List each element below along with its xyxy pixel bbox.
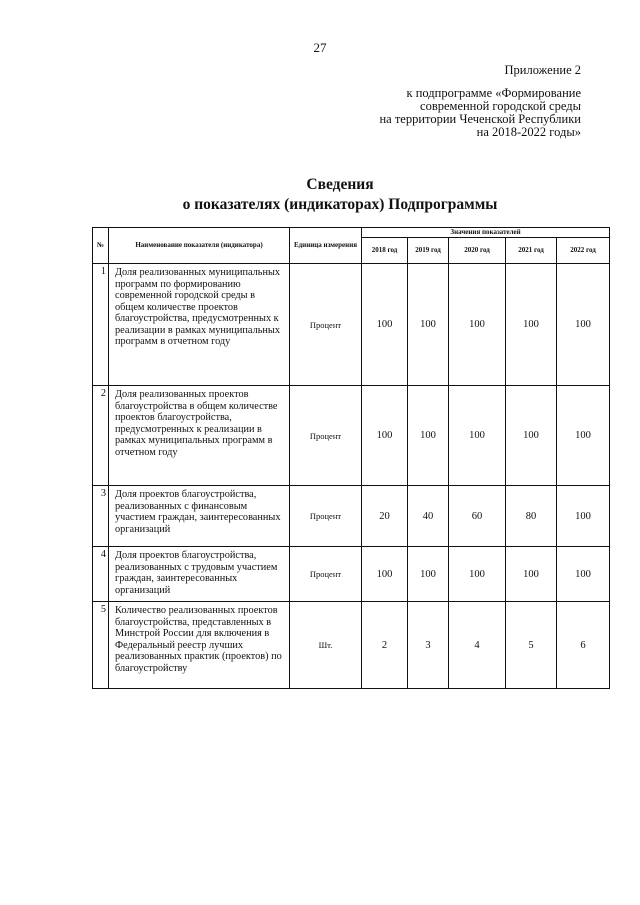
- row-number: 4: [93, 547, 109, 602]
- row-number: 1: [93, 264, 109, 386]
- header-year: 2022 год: [557, 238, 610, 264]
- value-cell: 100: [362, 547, 408, 602]
- value-cell: 100: [557, 547, 610, 602]
- value-cell: 100: [557, 264, 610, 386]
- unit-cell: Процент: [290, 547, 362, 602]
- value-cell: 40: [408, 486, 449, 547]
- unit-cell: Процент: [290, 264, 362, 386]
- value-cell: 100: [506, 386, 557, 486]
- value-cell: 100: [362, 264, 408, 386]
- appendix-label: Приложение 2: [504, 63, 581, 77]
- value-cell: 100: [408, 386, 449, 486]
- header-year: 2021 год: [506, 238, 557, 264]
- value-cell: 100: [506, 547, 557, 602]
- appendix-line: на территории Чеченской Республики: [379, 112, 581, 126]
- value-cell: 6: [557, 602, 610, 689]
- header-year: 2019 год: [408, 238, 449, 264]
- header-values-group: Значения показателей: [362, 228, 610, 238]
- value-cell: 100: [408, 264, 449, 386]
- value-cell: 2: [362, 602, 408, 689]
- value-cell: 100: [362, 386, 408, 486]
- value-cell: 3: [408, 602, 449, 689]
- value-cell: 100: [449, 386, 506, 486]
- header-year: 2020 год: [449, 238, 506, 264]
- value-cell: 100: [449, 547, 506, 602]
- indicator-name: Доля проектов благоустройства, реализованных с финансовым участием граждан, заинтересованных организаций: [109, 486, 290, 547]
- value-cell: 5: [506, 602, 557, 689]
- indicator-name: Доля проектов благоустройства, реализованных с трудовым участием граждан, заинтересованных организаций: [109, 547, 290, 602]
- unit-cell: Шт.: [290, 602, 362, 689]
- appendix-line: современной городской среды: [420, 99, 581, 113]
- value-cell: 80: [506, 486, 557, 547]
- value-cell: 4: [449, 602, 506, 689]
- value-cell: 20: [362, 486, 408, 547]
- title-line-1: Сведения: [306, 176, 374, 193]
- header-year: 2018 год: [362, 238, 408, 264]
- document-title: [0, 175, 640, 215]
- indicators-table: [92, 227, 610, 689]
- title-line-2: о показателях (индикаторах) Подпрограммы: [182, 196, 498, 213]
- table-row: [93, 602, 610, 689]
- table-row: [93, 386, 610, 486]
- value-cell: 60: [449, 486, 506, 547]
- table-row: [93, 547, 610, 602]
- appendix-line: к подпрограмме «Формирование: [406, 86, 581, 100]
- unit-cell: Процент: [290, 386, 362, 486]
- unit-cell: Процент: [290, 486, 362, 547]
- indicator-name: Доля реализованных муниципальных программ по формированию современной городской среды в общем количестве проектов благоустройства, предусмотренных к реализации в рамках муниципальных программ в отчетном году: [109, 264, 290, 386]
- row-number: 2: [93, 386, 109, 486]
- appendix-line: на 2018-2022 годы»: [476, 125, 581, 139]
- header-unit: Единица измерения: [290, 228, 362, 264]
- header-name: Наименование показателя (индикатора): [109, 228, 290, 264]
- appendix-header: [379, 64, 581, 139]
- value-cell: 100: [557, 486, 610, 547]
- value-cell: 100: [506, 264, 557, 386]
- value-cell: 100: [557, 386, 610, 486]
- row-number: 5: [93, 602, 109, 689]
- header-num: №: [93, 228, 109, 264]
- table-row: [93, 264, 610, 386]
- page-number: 27: [313, 40, 327, 55]
- indicator-name: Количество реализованных проектов благоустройства, представленных в Минстрой России для включения в Федеральный реестр лучших реализованных практик (проектов) по благоустройству: [109, 602, 290, 689]
- table-row: [93, 486, 610, 547]
- row-number: 3: [93, 486, 109, 547]
- value-cell: 100: [449, 264, 506, 386]
- indicator-name: Доля реализованных проектов благоустройства в общем количестве проектов благоустройства, предусмотренных к реализации в рамках муниципальных программ в отчетном году: [109, 386, 290, 486]
- value-cell: 100: [408, 547, 449, 602]
